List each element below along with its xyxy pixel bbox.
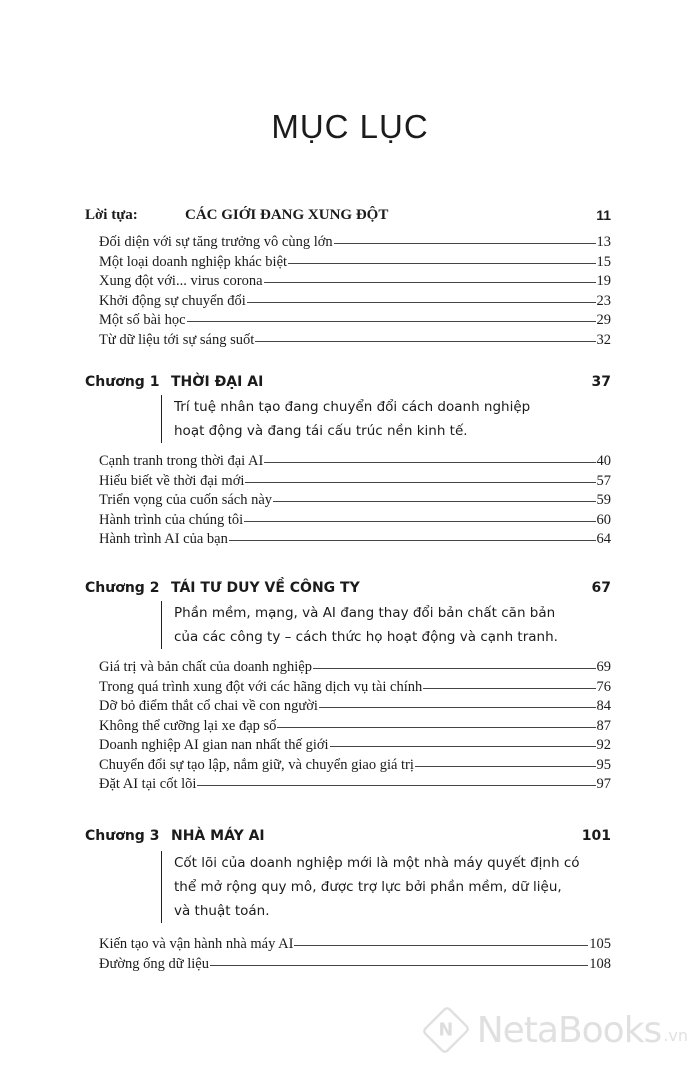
chapter-2-heading bbox=[85, 580, 611, 602]
chapter-page: 37 bbox=[591, 374, 611, 390]
toc-entry[interactable]: Đặt AI tại cốt lõi 97 bbox=[99, 776, 611, 792]
toc-entry[interactable]: Khởi động sự chuyển đổi 23 bbox=[99, 292, 611, 309]
chapter-1-heading bbox=[85, 374, 611, 396]
toc-entry[interactable]: Kiến tạo và vận hành nhà máy AI 105 bbox=[99, 936, 611, 952]
toc-entry[interactable]: Cạnh tranh trong thời đại AI 40 bbox=[99, 453, 611, 469]
netabooks-watermark bbox=[425, 1007, 688, 1053]
preface-title: CÁC GIỚI ĐANG XUNG ĐỘT bbox=[185, 207, 389, 223]
toc-entry[interactable]: Hành trình của chúng tôi 60 bbox=[99, 511, 611, 528]
netabooks-logo-icon: N bbox=[421, 1005, 471, 1055]
toc-entry[interactable]: Một số bài học 29 bbox=[99, 312, 611, 328]
watermark-brand: NetaBooks bbox=[476, 1009, 662, 1051]
toc-entry[interactable]: Trong quá trình xung đột với các hãng dịch vụ tài chính 76 bbox=[99, 678, 611, 695]
chapter-page: 101 bbox=[581, 828, 611, 844]
preface-entries bbox=[99, 234, 611, 351]
toc-entry[interactable]: Triển vọng của cuốn sách này 59 bbox=[99, 492, 611, 508]
chapter-title: THỜI ĐẠI AI bbox=[171, 374, 264, 390]
toc-entry[interactable]: Hiểu biết về thời đại mới 57 bbox=[99, 472, 611, 489]
chapter-2-description: Phần mềm, mạng, và AI đang thay đổi bản chất căn bản của các công ty – cách thức họ hoạt động và cạnh tranh. bbox=[161, 601, 614, 649]
toc-entry[interactable]: Đối diện với sự tăng trưởng vô cùng lớn 13 bbox=[99, 234, 611, 250]
chapter-3-heading bbox=[85, 828, 611, 850]
toc-entry[interactable]: Dỡ bỏ điểm thắt cổ chai về con người 84 bbox=[99, 698, 611, 714]
toc-entry[interactable]: Một loại doanh nghiệp khác biệt 15 bbox=[99, 253, 611, 270]
chapter-label: Chương 2 bbox=[85, 580, 160, 596]
toc-entry[interactable]: Từ dữ liệu tới sự sáng suốt 32 bbox=[99, 331, 611, 348]
chapter-title: TÁI TƯ DUY VỀ CÔNG TY bbox=[171, 580, 360, 596]
toc-entry[interactable]: Xung đột với... virus corona 19 bbox=[99, 273, 611, 289]
toc-entry[interactable]: Hành trình AI của bạn 64 bbox=[99, 531, 611, 547]
chapter-title: NHÀ MÁY AI bbox=[171, 828, 265, 844]
watermark-suffix: .vn bbox=[663, 1026, 688, 1045]
chapter-1-entries bbox=[99, 453, 611, 551]
preface-heading bbox=[85, 207, 611, 229]
preface-label: Lời tựa: bbox=[85, 207, 138, 223]
toc-entry[interactable]: Chuyển đổi sự tạo lập, nắm giữ, và chuyển giao giá trị 95 bbox=[99, 756, 611, 773]
chapter-label: Chương 3 bbox=[85, 828, 160, 844]
chapter-page: 67 bbox=[591, 580, 611, 596]
toc-entry[interactable]: Giá trị và bản chất của doanh nghiệp 69 bbox=[99, 659, 611, 675]
chapter-2-entries bbox=[99, 659, 611, 796]
chapter-label: Chương 1 bbox=[85, 374, 160, 390]
toc-entry[interactable]: Doanh nghiệp AI gian nan nhất thế giới 92 bbox=[99, 737, 611, 753]
chapter-1-description: Trí tuệ nhân tạo đang chuyển đổi cách doanh nghiệp hoạt động và đang tái cấu trúc nền kinh tế. bbox=[161, 395, 614, 443]
toc-entry[interactable]: Không thể cưỡng lại xe đạp số 87 bbox=[99, 717, 611, 734]
toc-entry[interactable]: Đường ống dữ liệu 108 bbox=[99, 955, 611, 972]
preface-page: 11 bbox=[596, 207, 611, 223]
chapter-3-entries bbox=[99, 936, 611, 975]
chapter-3-description: Cốt lõi của doanh nghiệp mới là một nhà máy quyết định có thể mở rộng quy mô, được trợ lực bởi phần mềm, dữ liệu, và thuật toán. bbox=[161, 851, 614, 923]
page-title: MỤC LỤC bbox=[271, 108, 429, 145]
